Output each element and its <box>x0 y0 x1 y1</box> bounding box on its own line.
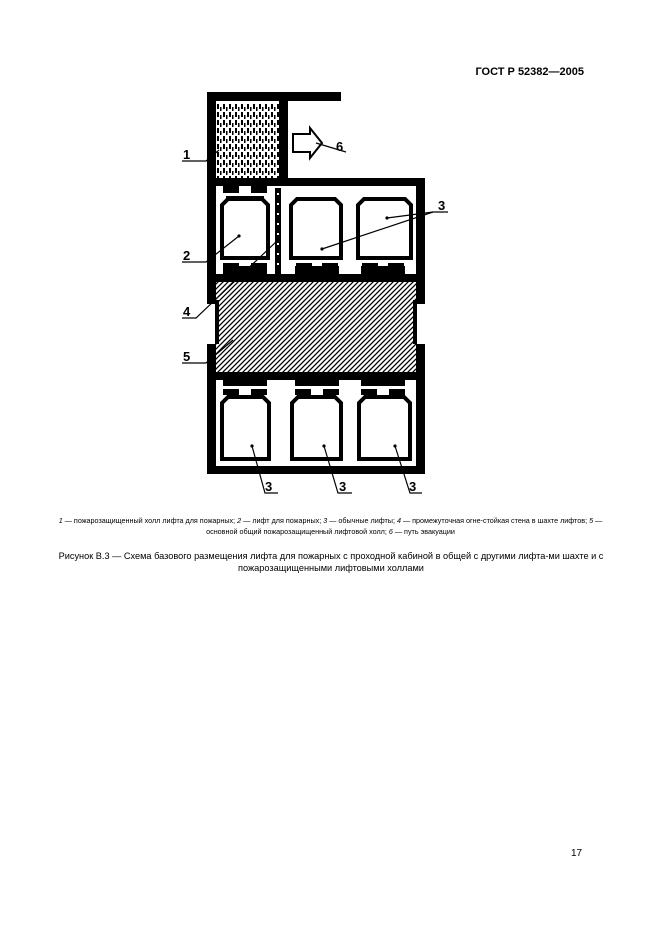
ordinary-lift-cabin <box>358 199 411 271</box>
label-4: 4 <box>183 304 191 319</box>
main-common-lobby <box>207 274 425 380</box>
label-3: 3 <box>265 479 273 494</box>
label-1: 1 <box>183 147 191 162</box>
label-6: 6 <box>336 139 344 154</box>
figure-legend: 1 — пожарозащищенный холл лифта для пожарных; 2 — лифт для пожарных; 3 — обычные лифты; 4 — промежуточная огне-стойкая стена в шахте лифтов; 5 — основной общий пожарозащищенный лифтовой холл; 6 — путь эвакуации <box>58 516 603 536</box>
ordinary-lift-cabin <box>359 397 410 459</box>
intermediate-fire-wall <box>275 188 281 274</box>
label-3: 3 <box>409 479 417 494</box>
lower-door-strip <box>223 379 405 395</box>
ordinary-lift-cabin <box>291 199 341 271</box>
label-2: 2 <box>183 248 191 263</box>
page-number: 17 <box>571 848 583 859</box>
firefighter-lobby <box>207 92 344 184</box>
document-standard-number: ГОСТ Р 52382—2005 <box>475 66 584 78</box>
label-3: 3 <box>438 198 446 213</box>
label-5: 5 <box>183 349 191 364</box>
figure-caption: Рисунок В.3 — Схема базового размещения лифта для пожарных с проходной кабиной в общей с другими лифта-ми шахте и с пожарозащищенными лифтовыми холлами <box>58 551 604 573</box>
ordinary-lift-cabin <box>292 397 341 459</box>
label-3: 3 <box>339 479 347 494</box>
firefighter-lift-cabin <box>222 185 268 271</box>
ordinary-lift-cabin <box>222 397 269 459</box>
